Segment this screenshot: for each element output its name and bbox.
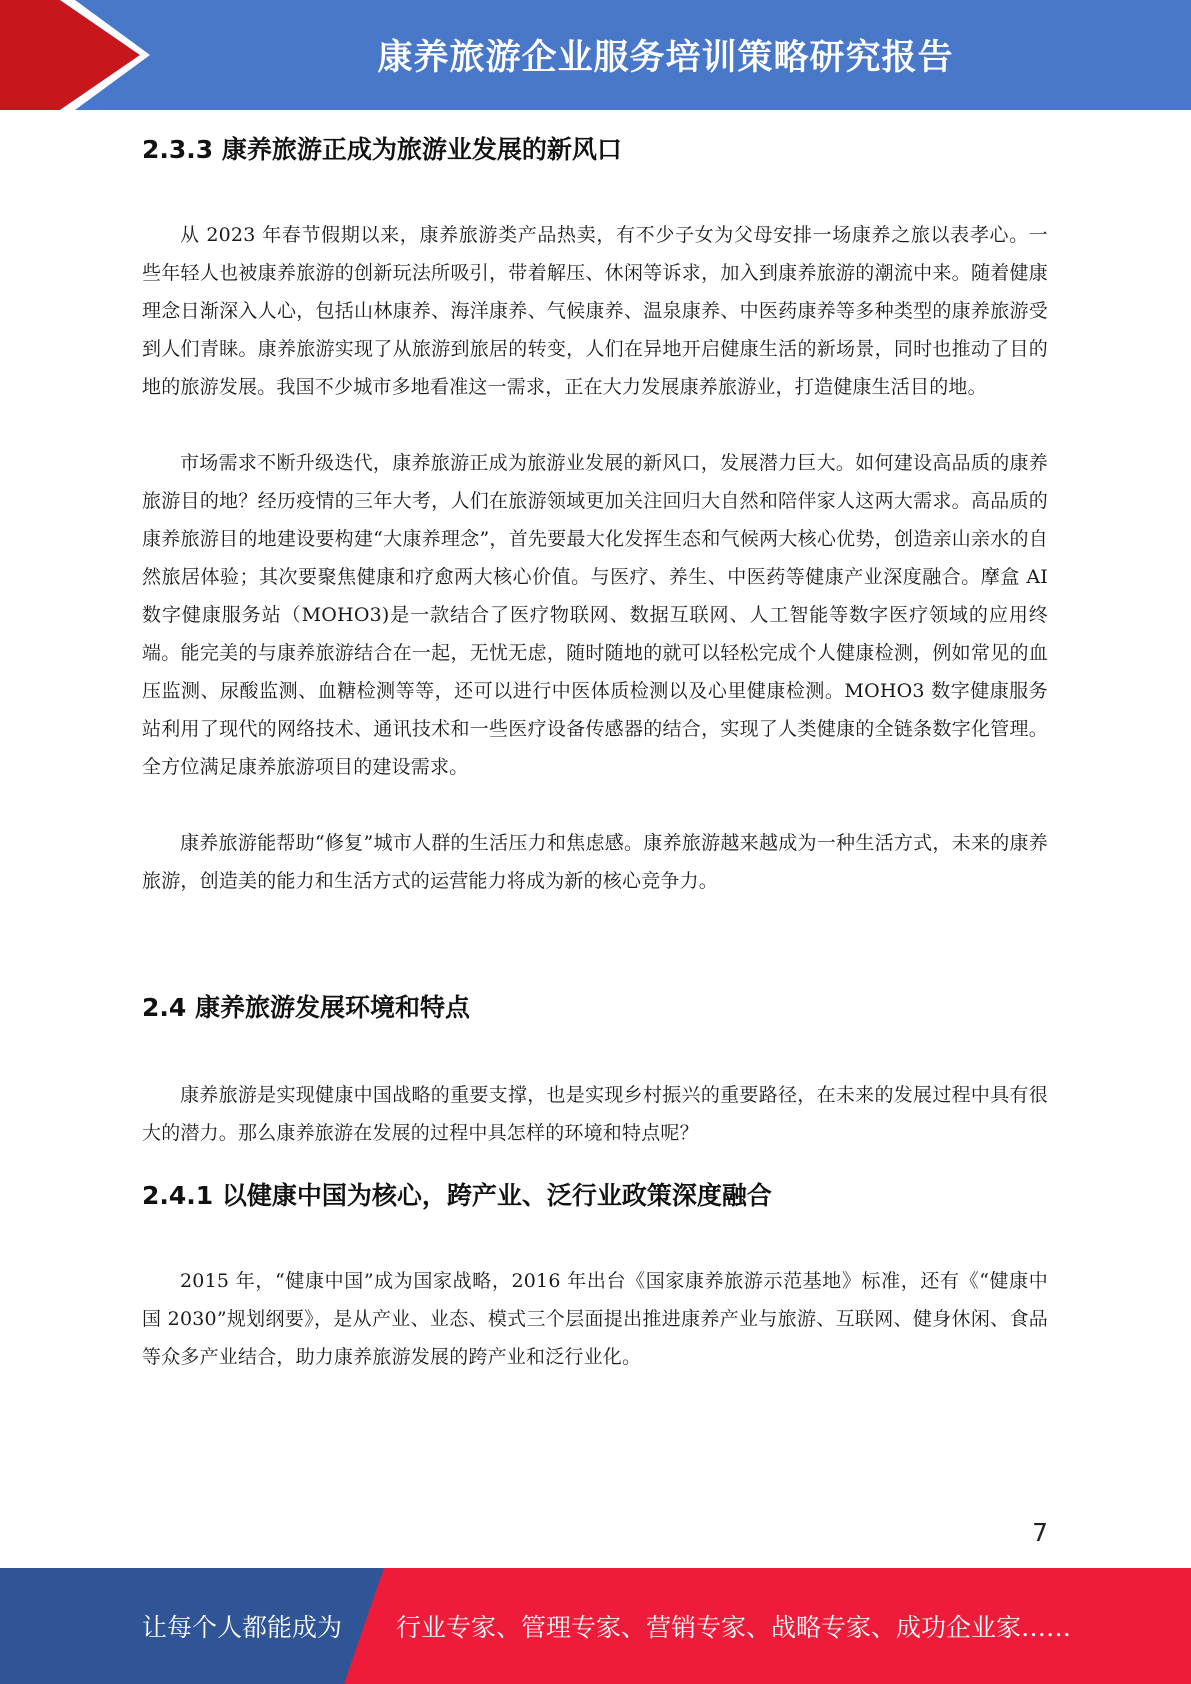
paragraph-2-4-1: 康养旅游是实现健康中国战略的重要支撑，也是实现乡村振兴的重要路径，在未来的发展过程中具有很大的潜力。那么康养旅游在发展的过程中具怎样的环境和特点呢？ bbox=[142, 1084, 1048, 1144]
section-heading-2-3-3: 2.3.3 康养旅游正成为旅游业发展的新风口 bbox=[142, 135, 622, 164]
paragraph-2-4-1-1: 2015 年，“健康中国”成为国家战略，2016 年出台《国家康养旅游示范基地》标准，还有《“健康中国 2030”规划纲要》，是从产业、业态、模式三个层面提出推进康养产业与旅游、互联网、健身休闲、食品等众多产业结合，助力康养旅游发展的跨产业和泛行业化。 bbox=[142, 1270, 1048, 1368]
header-arrow-icon bbox=[0, 0, 160, 110]
section-heading-2-4-1: 2.4.1 以健康中国为核心，跨产业、泛行业政策深度融合 bbox=[142, 1181, 772, 1210]
page-footer bbox=[0, 1568, 1191, 1684]
report-title: 康养旅游企业服务培训策略研究报告 bbox=[377, 38, 954, 78]
footer-slogan-right: 行业专家、管理专家、营销专家、战略专家、成功企业家…… bbox=[396, 1613, 1072, 1642]
page-number: 7 bbox=[1032, 1518, 1048, 1547]
paragraph-2-3-3-1: 从 2023 年春节假期以来，康养旅游类产品热卖，有不少子女为父母安排一场康养之旅以表孝心。一些年轻人也被康养旅游的创新玩法所吸引，带着解压、休闲等诉求，加入到康养旅游的潮流中来。随着健康理念日渐深入人心，包括山林康养、海洋康养、气候康养、温泉康养、中医药康养等多种类型的康养旅游受到人们青睐。康养旅游实现了从旅游到旅居的转变，人们在异地开启健康生活的新场景，同时也推动了目的地的旅游发展。我国不少城市多地看准这一需求，正在大力发展康养旅游业，打造健康生活目的地。 bbox=[142, 224, 1048, 398]
page-header bbox=[0, 0, 1191, 110]
footer-slogan-left: 让每个人都能成为 bbox=[142, 1613, 343, 1642]
paragraph-2-3-3-2: 市场需求不断升级迭代，康养旅游正成为旅游业发展的新风口，发展潜力巨大。如何建设高品质的康养旅游目的地？经历疫情的三年大考，人们在旅游领域更加关注回归大自然和陪伴家人这两大需求。高品质的康养旅游目的地建设要构建“大康养理念”，首先要最大化发挥生态和气候两大核心优势，创造亲山亲水的自然旅居体验；其次要聚焦健康和疗愈两大核心价值。与医疗、养生、中医药等健康产业深度融合。摩盒 AI 数字健康服务站（MOHO3)是一款结合了医疗物联网、数据互联网、人工智能等数字医疗领域的应用终端。能完美的与康养旅游结合在一起，无忧无虑，随时随地的就可以轻松完成个人健康检测，例如常见的血压监测、尿酸监测、血糖检测等等，还可以进行中医体质检测以及心里健康检测。MOHO3 数字健康服务站利用了现代的网络技术、通讯技术和一些医疗设备传感器的结合，实现了人类健康的全链条数字化管理。全方位满足康养旅游项目的建设需求。 bbox=[142, 452, 1048, 778]
section-heading-2-4: 2.4 康养旅游发展环境和特点 bbox=[142, 993, 470, 1022]
paragraph-2-3-3-3: 康养旅游能帮助“修复”城市人群的生活压力和焦虑感。康养旅游越来越成为一种生活方式，未来的康养旅游，创造美的能力和生活方式的运营能力将成为新的核心竞争力。 bbox=[142, 832, 1048, 892]
document-body bbox=[142, 110, 1048, 1376]
